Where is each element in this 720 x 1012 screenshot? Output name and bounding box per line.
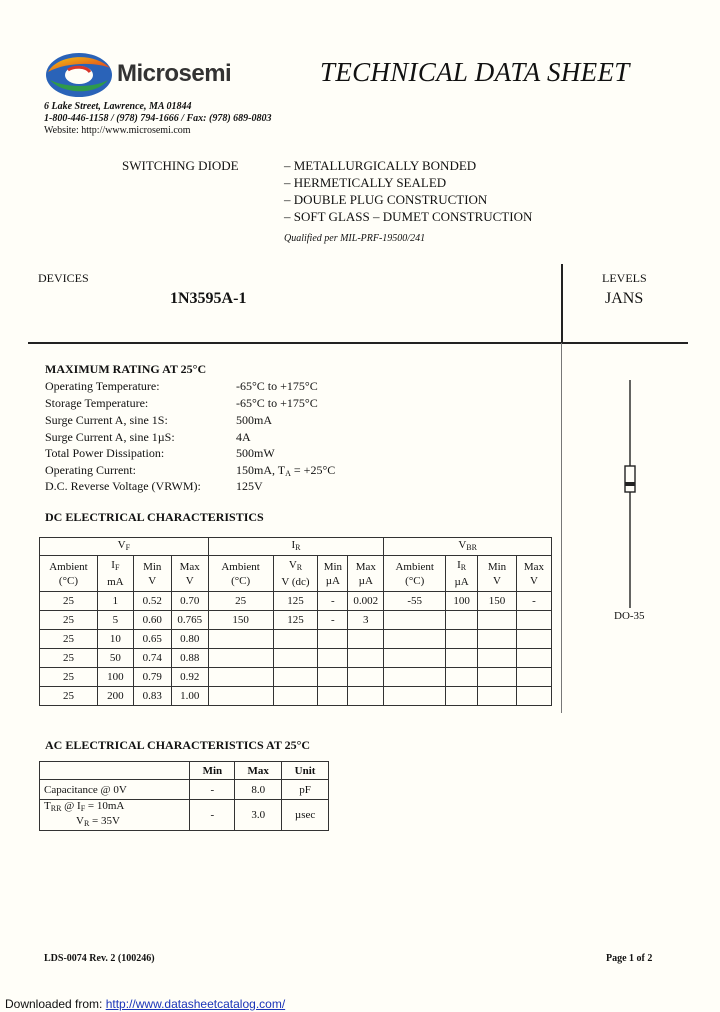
table-cell: 125 (273, 592, 318, 611)
table-row (40, 687, 552, 706)
table-cell (478, 649, 517, 668)
page-number: Page 1 of 2 (606, 953, 653, 964)
table-cell (208, 649, 273, 668)
table-cell (384, 649, 446, 668)
table-cell (348, 649, 384, 668)
table-cell: pF (282, 780, 329, 800)
table-cell: 25 (40, 649, 98, 668)
table-cell (348, 687, 384, 706)
column-header: Ambient (°C) (384, 556, 446, 592)
table-cell: 0.765 (171, 611, 208, 630)
table-cell: 25 (40, 687, 98, 706)
column-header: Min V (478, 556, 517, 592)
table-cell (516, 668, 551, 687)
table-cell (478, 611, 517, 630)
table-cell (348, 630, 384, 649)
table-cell: 150 (208, 611, 273, 630)
table-row (40, 780, 329, 800)
table-cell (446, 668, 478, 687)
rating-label: Surge Current A, sine 1S: (45, 413, 168, 427)
quality-level: JANS (605, 290, 644, 307)
table-cell: Capacitance @ 0V (40, 780, 190, 800)
table-cell: 0.002 (348, 592, 384, 611)
table-cell (318, 649, 348, 668)
table-cell: 25 (208, 592, 273, 611)
table-cell (384, 611, 446, 630)
table-cell (318, 687, 348, 706)
table-cell (516, 611, 551, 630)
rating-label: D.C. Reverse Voltage (VRWM): (45, 479, 201, 493)
download-prefix: Downloaded from: (5, 997, 106, 1011)
table-cell (516, 649, 551, 668)
column-header (40, 762, 190, 780)
table-cell (446, 649, 478, 668)
feature-list (284, 157, 532, 225)
table-cell: 0.52 (133, 592, 171, 611)
table-cell: 25 (40, 592, 98, 611)
document-id: LDS-0074 Rev. 2 (100246) (44, 953, 155, 964)
column-header: Max (235, 762, 282, 780)
table-header-row (40, 556, 552, 592)
table-row (40, 800, 329, 831)
download-link[interactable]: http://www.datasheetcatalog.com/ (105, 997, 286, 1011)
levels-divider (561, 264, 563, 344)
table-cell: 0.74 (133, 649, 171, 668)
column-header: Unit (282, 762, 329, 780)
feature-item: – HERMETICALLY SEALED (284, 175, 447, 190)
ac-characteristics-table (39, 761, 329, 831)
table-cell: 0.88 (171, 649, 208, 668)
table-cell: 10 (97, 630, 133, 649)
table-cell (446, 687, 478, 706)
table-cell (446, 611, 478, 630)
company-phone: 1-800-446-1158 / (978) 794-1666 / Fax: (978) 689-0803 (44, 113, 272, 124)
table-cell (348, 668, 384, 687)
dc-table-body (40, 592, 552, 706)
product-type: SWITCHING DIODE (122, 158, 239, 173)
ir-group-header: $I_R$ (208, 538, 384, 556)
table-cell: 100 (446, 592, 478, 611)
column-header: $I_R$ µA (446, 556, 478, 592)
column-header: Ambient (°C) (40, 556, 98, 592)
table-row (40, 611, 552, 630)
levels-label: LEVELS (602, 271, 647, 285)
table-cell: 0.70 (171, 592, 208, 611)
dc-characteristics-title: DC ELECTRICAL CHARACTERISTICS (45, 510, 264, 524)
rating-value: 4A (236, 430, 251, 444)
column-header: Min V (133, 556, 171, 592)
table-cell (208, 630, 273, 649)
table-cell (446, 630, 478, 649)
table-cell: 0.80 (171, 630, 208, 649)
vbr-group-header: $V_{BR}$ (384, 538, 552, 556)
table-cell: 5 (97, 611, 133, 630)
table-cell (318, 630, 348, 649)
rating-label: Storage Temperature: (45, 396, 149, 410)
table-cell: 25 (40, 668, 98, 687)
table-cell: 3 (348, 611, 384, 630)
section-divider (28, 342, 688, 344)
table-cell: 100 (97, 668, 133, 687)
rating-label: Total Power Dissipation: (45, 446, 165, 460)
rating-value: 125V (236, 479, 263, 493)
download-notice (5, 997, 285, 1011)
table-cell (208, 687, 273, 706)
table-cell: -55 (384, 592, 446, 611)
table-cell (384, 687, 446, 706)
rating-label: Operating Temperature: (45, 379, 160, 393)
table-cell: $T_{RR}$ @ $I_F = 10mA$ $V_R = 35V$ (40, 800, 190, 831)
table-cell: 1 (97, 592, 133, 611)
feature-item: – DOUBLE PLUG CONSTRUCTION (284, 192, 488, 207)
feature-item: – METALLURGICALLY BONDED (284, 158, 477, 173)
table-row (40, 630, 552, 649)
vertical-divider (561, 343, 562, 713)
column-header: Max V (171, 556, 208, 592)
table-cell: 0.60 (133, 611, 171, 630)
table-cell: 0.92 (171, 668, 208, 687)
table-cell: 50 (97, 649, 133, 668)
table-cell: - (190, 780, 235, 800)
table-cell: 25 (40, 630, 98, 649)
table-cell (273, 649, 318, 668)
table-cell: 1.00 (171, 687, 208, 706)
column-header: Ambient (°C) (208, 556, 273, 592)
rating-value: -65°C to +175°C (236, 396, 318, 410)
table-cell (478, 630, 517, 649)
table-cell: µsec (282, 800, 329, 831)
table-cell (384, 630, 446, 649)
table-cell: - (318, 611, 348, 630)
table-cell (516, 687, 551, 706)
table-cell (273, 630, 318, 649)
feature-item: – SOFT GLASS – DUMET CONSTRUCTION (284, 209, 533, 224)
vf-group-header: $V_F$ (40, 538, 209, 556)
company-name: Microsemi (117, 60, 232, 87)
table-cell: 150 (478, 592, 517, 611)
company-website: Website: http://www.microsemi.com (44, 125, 191, 136)
table-cell (516, 630, 551, 649)
devices-label: DEVICES (38, 271, 89, 285)
table-cell (478, 687, 517, 706)
logo-globe-icon (44, 50, 114, 100)
rating-value: -65°C to +175°C (236, 379, 318, 393)
table-cell: 0.83 (133, 687, 171, 706)
logo (44, 50, 114, 100)
table-cell: 25 (40, 611, 98, 630)
table-cell (273, 687, 318, 706)
table-cell: 0.79 (133, 668, 171, 687)
column-header: $V_R$ V (dc) (273, 556, 318, 592)
table-cell: - (516, 592, 551, 611)
table-cell: 125 (273, 611, 318, 630)
qualification-note: Qualified per MIL-PRF-19500/241 (284, 233, 426, 244)
table-cell (208, 668, 273, 687)
column-header: Min µA (318, 556, 348, 592)
table-header-row (40, 762, 329, 780)
max-rating-title: MAXIMUM RATING AT 25°C (45, 362, 207, 376)
company-address: 6 Lake Street, Lawrence, MA 01844 (44, 101, 192, 112)
device-part-number: 1N3595A-1 (170, 290, 247, 307)
package-label: DO-35 (614, 610, 645, 622)
table-row (40, 649, 552, 668)
table-cell (273, 668, 318, 687)
table-cell: - (318, 592, 348, 611)
table-group-header-row (40, 538, 552, 556)
column-header: Max V (516, 556, 551, 592)
rating-label: Operating Current: (45, 463, 136, 477)
table-cell: 8.0 (235, 780, 282, 800)
table-cell (318, 668, 348, 687)
column-header: $I_F$ mA (97, 556, 133, 592)
table-cell: 200 (97, 687, 133, 706)
ac-characteristics-title: AC ELECTRICAL CHARACTERISTICS AT 25°C (45, 738, 311, 752)
table-cell: - (190, 800, 235, 831)
table-cell (478, 668, 517, 687)
rating-value: 500mW (236, 446, 275, 460)
table-cell (384, 668, 446, 687)
rating-label: Surge Current A, sine 1µS: (45, 430, 175, 444)
column-header: Max µA (348, 556, 384, 592)
diode-package-drawing (620, 380, 640, 610)
diode-icon (620, 380, 640, 610)
column-header: Min (190, 762, 235, 780)
table-cell: 0.65 (133, 630, 171, 649)
table-row (40, 668, 552, 687)
table-cell: 3.0 (235, 800, 282, 831)
dc-characteristics-table (39, 537, 552, 706)
table-row (40, 592, 552, 611)
document-title: TECHNICAL DATA SHEET (320, 57, 630, 87)
rating-value: 150mA, $T_A = +25^\circ C$ (236, 463, 336, 478)
rating-value: 500mA (236, 413, 272, 427)
